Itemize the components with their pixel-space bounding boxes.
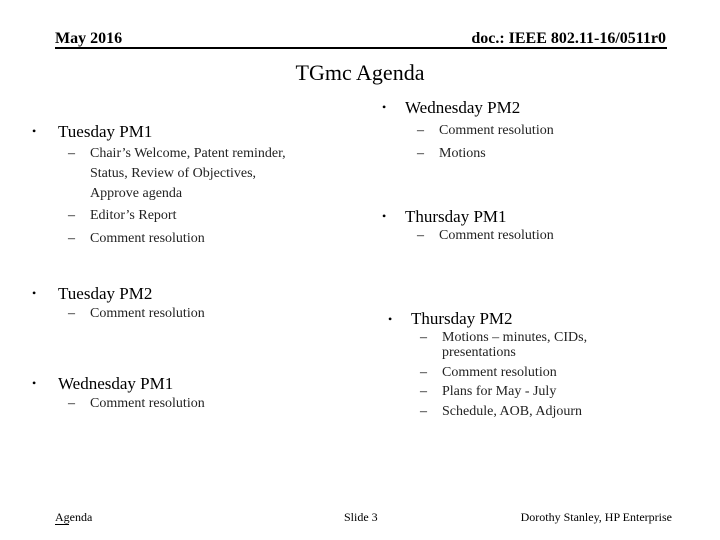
- agenda-item: Comment resolution: [90, 396, 205, 411]
- footer-author: Dorothy Stanley, HP Enterprise: [520, 510, 672, 524]
- agenda-heading-thursday-pm1: Thursday PM1: [405, 207, 507, 226]
- header-rule: [55, 47, 667, 49]
- header-date: May 2016: [55, 30, 123, 47]
- agenda-item: Approve agenda: [90, 186, 183, 201]
- agenda-item: Plans for May - July: [442, 384, 557, 399]
- bullet: •: [388, 312, 393, 326]
- agenda-heading-tuesday-pm1: Tuesday PM1: [58, 122, 153, 141]
- agenda-item: Schedule, AOB, Adjourn: [442, 404, 582, 419]
- agenda-heading-wednesday-pm2: Wednesday PM2: [405, 98, 521, 117]
- bullet: •: [32, 376, 37, 390]
- dash: –: [417, 146, 424, 161]
- bullet: •: [32, 124, 37, 138]
- header-doc-id: doc.: IEEE 802.11-16/0511r0: [471, 30, 666, 47]
- agenda-heading-tuesday-pm2: Tuesday PM2: [58, 284, 153, 303]
- dash: –: [68, 396, 75, 411]
- dash: –: [68, 208, 75, 223]
- dash: –: [420, 404, 427, 419]
- dash: –: [68, 231, 75, 246]
- dash: –: [68, 146, 75, 161]
- dash: –: [420, 330, 427, 345]
- agenda-item: Comment resolution: [90, 231, 205, 246]
- agenda-item: Comment resolution: [90, 306, 205, 321]
- dash: –: [417, 123, 424, 138]
- agenda-item: presentations: [442, 345, 516, 360]
- agenda-item: Status, Review of Objectives,: [90, 166, 257, 181]
- footer-left: Agenda: [55, 510, 93, 524]
- agenda-item: Comment resolution: [442, 365, 557, 380]
- agenda-item: Editor’s Report: [90, 208, 177, 223]
- dash: –: [68, 306, 75, 321]
- slide-title: TGmc Agenda: [295, 60, 425, 85]
- agenda-item: Motions – minutes, CIDs,: [442, 330, 588, 345]
- bullet: •: [32, 286, 37, 300]
- dash: –: [420, 384, 427, 399]
- agenda-heading-thursday-pm2: Thursday PM2: [411, 309, 513, 328]
- agenda-item: Chair’s Welcome, Patent reminder,: [90, 146, 286, 161]
- agenda-heading-wednesday-pm1: Wednesday PM1: [58, 374, 174, 393]
- dash: –: [420, 365, 427, 380]
- footer-slide-number: Slide 3: [344, 510, 378, 524]
- footer-mark: [55, 524, 69, 525]
- agenda-item: Motions: [439, 146, 486, 161]
- agenda-item: Comment resolution: [439, 123, 554, 138]
- agenda-item: Comment resolution: [439, 228, 554, 243]
- dash: –: [417, 228, 424, 243]
- bullet: •: [382, 209, 387, 223]
- bullet: •: [382, 100, 387, 114]
